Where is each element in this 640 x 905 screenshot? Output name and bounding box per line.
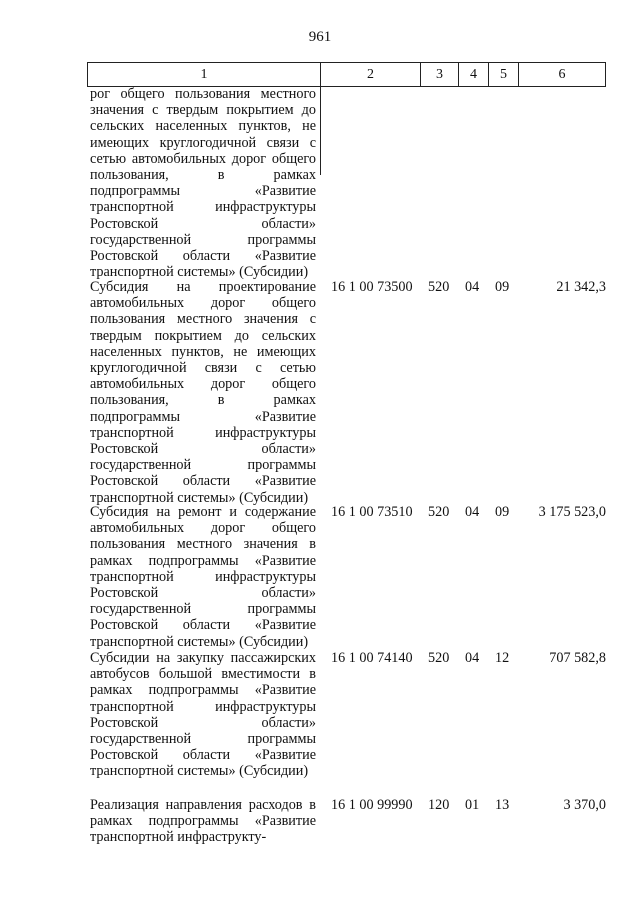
header-col-2: 2	[320, 63, 420, 86]
column-divider	[320, 85, 321, 175]
row-vr: 520	[428, 650, 450, 666]
row-description: Реализация направления расходов в рамках подпрограммы «Развитие транспортной инфраструкту-	[90, 797, 316, 846]
row-vr: 120	[428, 797, 450, 813]
header-col-6: 6	[518, 63, 606, 86]
row-subsection: 09	[495, 504, 510, 520]
row-subsection: 12	[495, 650, 510, 666]
row-amount: 3 175 523,0	[538, 504, 606, 520]
row-vr: 520	[428, 504, 450, 520]
row-section: 04	[465, 279, 480, 295]
row-description: рог общего пользования местного значения с твердым покрытием до сельских населенных пунктов, не имеющих круглогодичной связи с сетью автомобильных дорог общего пользования, в рамках подпрограммы «Развитие транспортной инфраструктуры Ростовской области» государственной программы Ростовской области «Развитие транспортной системы» (Субсидии)	[90, 86, 316, 281]
row-section: 04	[465, 504, 480, 520]
row-description: Субсидия на ремонт и содержание автомобильных дорог общего пользования местного значения в рамках подпрограммы «Развитие транспортной инфраструктуры Ростовской области» государственной программы Ростовской области «Развитие транспортной системы» (Субсидии)	[90, 504, 316, 650]
header-col-5: 5	[488, 63, 518, 86]
row-code: 16 1 00 74140	[331, 650, 413, 666]
row-vr: 520	[428, 279, 450, 295]
row-amount: 3 370,0	[563, 797, 606, 813]
row-section: 04	[465, 650, 480, 666]
row-subsection: 09	[495, 279, 510, 295]
row-amount: 21 342,3	[556, 279, 606, 295]
row-subsection: 13	[495, 797, 510, 813]
row-section: 01	[465, 797, 480, 813]
row-code: 16 1 00 99990	[331, 797, 413, 813]
row-code: 16 1 00 73500	[331, 279, 413, 295]
header-col-4: 4	[458, 63, 488, 86]
table-header	[87, 62, 606, 87]
row-amount: 707 582,8	[549, 650, 606, 666]
page-number: 961	[308, 29, 332, 45]
row-code: 16 1 00 73510	[331, 504, 413, 520]
row-description: Субсидии на закупку пассажирских автобусов большой вместимости в рамках подпрограммы «Развитие транспортной инфраструктуры Ростовской области» государственной программы Ростовской области «Развитие транспортной системы» (Субсидии)	[90, 650, 316, 780]
header-col-3: 3	[420, 63, 458, 86]
row-description: Субсидия на проектирование автомобильных дорог общего пользования местного значения с твердым покрытием до сельских населенных пунктов, не имеющих круглогодичной связи с сетью автомобильных дорог общего пользования, в рамках подпрограммы «Развитие транспортной инфраструктуры Ростовской области» государственной программы Ростовской области «Развитие транспортной системы» (Субсидии)	[90, 279, 316, 506]
header-col-1: 1	[87, 63, 320, 86]
